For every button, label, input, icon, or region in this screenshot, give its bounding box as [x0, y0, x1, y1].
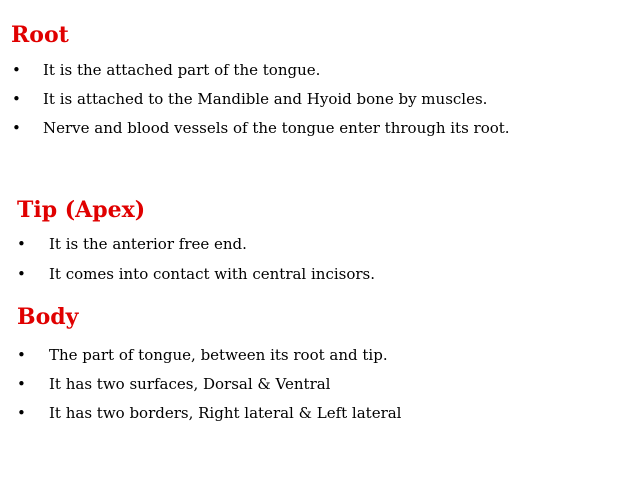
- heading-root: Root: [11, 22, 69, 48]
- list-item: [0, 375, 638, 393]
- bullet-text: It has two borders, Right lateral & Left lateral: [49, 404, 402, 422]
- bullet-dot-icon: •: [12, 61, 21, 79]
- list-item: [0, 235, 638, 253]
- list-item: [0, 404, 638, 422]
- bullet-dot-icon: •: [17, 346, 26, 364]
- bullet-dot-icon: •: [17, 404, 26, 422]
- list-item: [0, 119, 638, 137]
- bullet-dot-icon: •: [17, 235, 26, 253]
- bullet-dot-icon: •: [12, 90, 21, 108]
- heading-body: Body: [17, 304, 79, 330]
- bullet-dot-icon: •: [17, 265, 26, 283]
- bullet-dot-icon: •: [12, 119, 21, 137]
- bullet-text: It has two surfaces, Dorsal & Ventral: [49, 375, 331, 393]
- bullet-text: It is the attached part of the tongue.: [43, 61, 321, 79]
- bullet-text: It is attached to the Mandible and Hyoid bone by muscles.: [43, 90, 488, 108]
- section-root: [0, 22, 638, 148]
- list-item: [0, 346, 638, 364]
- bullet-text: It is the anterior free end.: [49, 235, 247, 253]
- bullet-list-tip: [0, 235, 638, 283]
- bullet-dot-icon: •: [17, 375, 26, 393]
- bullet-text: Nerve and blood vessels of the tongue enter through its root.: [43, 119, 510, 137]
- list-item: [0, 265, 638, 283]
- bullet-text: The part of tongue, between its root and tip.: [49, 346, 388, 364]
- list-item: [0, 90, 638, 108]
- heading-tip: Tip (Apex): [17, 197, 146, 223]
- list-item: [0, 61, 638, 79]
- bullet-list-root: [0, 61, 638, 137]
- section-tip: [0, 197, 638, 295]
- bullet-list-body: [0, 346, 638, 422]
- bullet-text: It comes into contact with central incisors.: [49, 265, 376, 283]
- section-body: [0, 304, 638, 433]
